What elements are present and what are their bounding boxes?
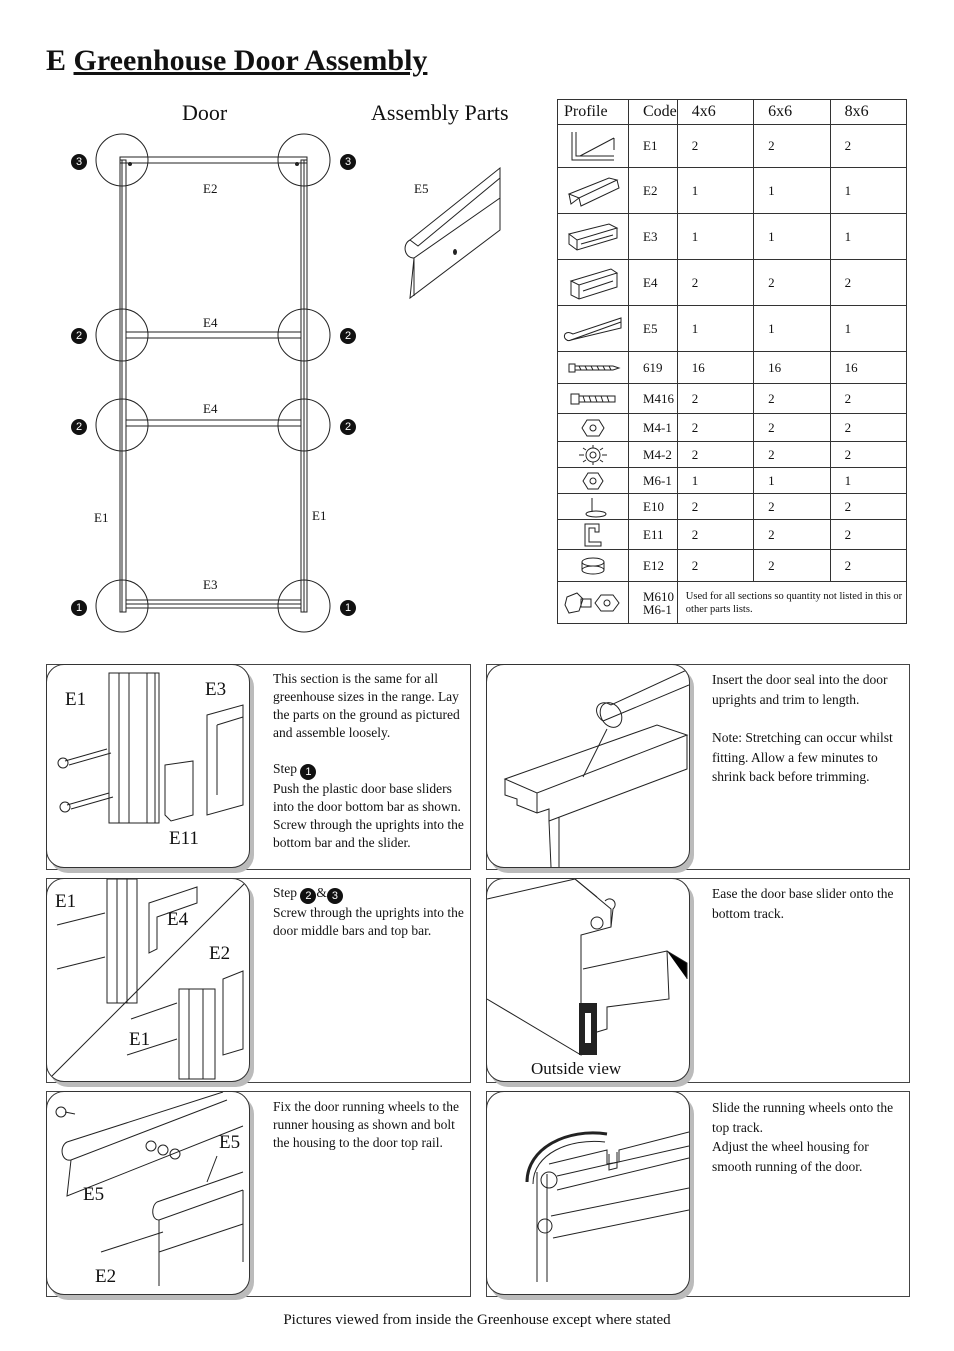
step2-instruction: Screw through the uprights into the door middle bars and top bar.: [273, 905, 464, 938]
qty-6x6: 2: [754, 260, 830, 306]
qty-8x6: 2: [830, 125, 906, 168]
header-6x6: 6x6: [754, 100, 830, 125]
qty-4x6: 2: [677, 260, 753, 306]
wheels-illustration: [46, 1091, 250, 1295]
table-row: [558, 352, 907, 384]
label-e1-right: E1: [312, 508, 327, 523]
table-row: [558, 414, 907, 442]
qty-4x6: 1: [677, 168, 753, 214]
seal-note: Note: Stretching can occur whilst fitting. Allow a few minutes to shrink back before trimming.: [712, 730, 893, 784]
step-number-1: 1: [300, 764, 316, 780]
header-profile: Profile: [558, 100, 629, 125]
seal-instruction: Insert the door seal into the door uprights and trim to length.: [712, 672, 888, 707]
p1-label-e1: E1: [65, 689, 87, 710]
footer-note: Pictures viewed from inside the Greenhouse except where stated: [283, 1312, 671, 1328]
step1-instruction: Push the plastic door base sliders into the door bottom bar as shown.: [273, 781, 461, 814]
top-track-drawing: [487, 1092, 689, 1294]
qty-6x6: 2: [754, 125, 830, 168]
step2-text: [273, 884, 465, 940]
table-row: [558, 494, 907, 520]
qty-8x6: 2: [830, 414, 906, 442]
p1-label-e11: E11: [169, 828, 199, 849]
slider-illustration: [486, 878, 690, 1082]
p2-label-e1-top: E1: [55, 891, 77, 912]
code-cell: M4-2: [629, 442, 678, 468]
e3-profile-icon: [558, 214, 629, 260]
qty-6x6: 2: [754, 442, 830, 468]
qty-4x6: 2: [677, 384, 753, 414]
section-title: Greenhouse Door Assembly: [73, 44, 428, 77]
door-frame-diagram: [60, 130, 360, 640]
code-cell: E1: [629, 125, 678, 168]
marker-2-upper-left: 2: [71, 328, 87, 344]
e1-profile-icon: [558, 125, 629, 168]
qty-8x6: 16: [830, 352, 906, 384]
table-row: [558, 468, 907, 494]
e5-profile-icon: [558, 306, 629, 352]
door-heading: Door: [182, 100, 228, 125]
clip-icon: [558, 520, 629, 550]
intro-text: This section is the same for all greenhouse sizes in the range. Lay the parts on the ground as pictured and assemble loosely.: [273, 671, 460, 740]
ampersand: &: [316, 885, 327, 900]
e2-profile-icon: [558, 168, 629, 214]
table-row: [558, 384, 907, 414]
label-e3: E3: [203, 577, 218, 592]
table-row: [558, 520, 907, 550]
p2-label-e2: E2: [209, 943, 231, 964]
e5-part-drawing: [400, 160, 510, 305]
qty-6x6: 2: [754, 384, 830, 414]
slider-drawing: [487, 879, 689, 1081]
code-cell: E11: [629, 520, 678, 550]
code-cell: M416: [629, 384, 678, 414]
screw-icon: [558, 352, 629, 384]
header-code: Code: [629, 100, 678, 125]
qty-4x6: 2: [677, 550, 753, 582]
wheels-text: Fix the door running wheels to the runner housing as shown and bolt the housing to the door top rail.: [273, 1099, 459, 1150]
qty-4x6: 2: [677, 125, 753, 168]
step1-illustration: [46, 664, 250, 868]
qty-4x6: 2: [677, 494, 753, 520]
code-cell: E12: [629, 550, 678, 582]
qty-8x6: 1: [830, 168, 906, 214]
top-track-adjust: Adjust the wheel housing for smooth running of the door.: [712, 1139, 869, 1174]
pin-icon: [558, 494, 629, 520]
qty-6x6: 2: [754, 520, 830, 550]
top-track-illustration: [486, 1091, 690, 1295]
qty-4x6: 2: [677, 442, 753, 468]
code-cell: 619: [629, 352, 678, 384]
p1-label-e3: E3: [205, 679, 227, 700]
table-row: [558, 168, 907, 214]
seal-text: [712, 670, 907, 787]
table-row: [558, 260, 907, 306]
code-cell: E2: [629, 168, 678, 214]
seal-drawing: [487, 665, 689, 867]
table-row: [558, 582, 907, 624]
qty-8x6: 1: [830, 306, 906, 352]
p2-label-e4: E4: [167, 909, 189, 930]
marker-2-lower-right: 2: [340, 419, 356, 435]
qty-4x6: 1: [677, 214, 753, 260]
qty-4x6: 2: [677, 414, 753, 442]
qty-6x6: 1: [754, 214, 830, 260]
parts-table: [557, 99, 907, 624]
qty-6x6: 2: [754, 494, 830, 520]
p2-label-e1-bottom: E1: [129, 1029, 151, 1050]
label-e1-left: E1: [94, 510, 109, 525]
code-m6-1: M6-1: [643, 601, 672, 617]
marker-2-upper-right: 2: [340, 328, 356, 344]
p3-label-e5-right: E5: [219, 1132, 241, 1153]
bolt-icon: [558, 384, 629, 414]
qty-4x6: 16: [677, 352, 753, 384]
label-e2: E2: [203, 181, 218, 196]
qty-6x6: 16: [754, 352, 830, 384]
seal-illustration: [486, 664, 690, 868]
code-cell: E5: [629, 306, 678, 352]
step-label: Step: [273, 885, 298, 900]
nut-icon: [558, 414, 629, 442]
table-row: [558, 550, 907, 582]
marker-1-right: 1: [340, 600, 356, 616]
nut-icon: [558, 468, 629, 494]
top-track-text: [712, 1098, 907, 1176]
marker-1-left: 1: [71, 600, 87, 616]
marker-3-right: 3: [340, 154, 356, 170]
qty-8x6: 2: [830, 550, 906, 582]
page-title: [46, 44, 427, 78]
qty-8x6: 2: [830, 260, 906, 306]
step-number-3: 3: [327, 888, 343, 904]
qty-6x6: 1: [754, 306, 830, 352]
table-row: [558, 306, 907, 352]
header-8x6: 8x6: [830, 100, 906, 125]
label-e4-lower: E4: [203, 401, 218, 416]
slider-text: Ease the door base slider onto the bottom track.: [712, 886, 894, 921]
assembly-e5-label: E5: [414, 181, 429, 196]
assembly-parts-heading: Assembly Parts: [371, 100, 509, 125]
qty-8x6: 2: [830, 442, 906, 468]
step1-instruction-2: Screw through the uprights into the bottom bar and the slider.: [273, 817, 464, 850]
qty-4x6: 1: [677, 468, 753, 494]
table-row: [558, 442, 907, 468]
code-cell: [629, 582, 678, 624]
wheel-icon: [558, 550, 629, 582]
note-cell: Used for all sections so quantity not listed in this or other parts lists.: [677, 582, 906, 624]
header-4x6: 4x6: [677, 100, 753, 125]
qty-6x6: 2: [754, 550, 830, 582]
parts-table-header: [558, 100, 907, 125]
bolt-nut-icon: [558, 582, 629, 624]
qty-8x6: 1: [830, 468, 906, 494]
step2-illustration: [46, 878, 250, 1082]
qty-4x6: 2: [677, 520, 753, 550]
section-letter: E: [46, 44, 67, 77]
qty-6x6: 2: [754, 414, 830, 442]
wheels-drawing: [47, 1092, 249, 1294]
marker-3-left: 3: [71, 154, 87, 170]
qty-8x6: 2: [830, 494, 906, 520]
qty-8x6: 2: [830, 384, 906, 414]
qty-8x6: 2: [830, 520, 906, 550]
step-number-2: 2: [300, 888, 316, 904]
p3-label-e2: E2: [95, 1266, 117, 1287]
code-cell: E10: [629, 494, 678, 520]
step1-text: [273, 670, 465, 852]
qty-6x6: 1: [754, 168, 830, 214]
code-cell: M4-1: [629, 414, 678, 442]
label-e4-upper: E4: [203, 315, 218, 330]
code-cell: M6-1: [629, 468, 678, 494]
qty-8x6: 1: [830, 214, 906, 260]
table-row: [558, 125, 907, 168]
washer-icon: [558, 442, 629, 468]
qty-4x6: 1: [677, 306, 753, 352]
qty-6x6: 1: [754, 468, 830, 494]
code-m610: M610: [643, 588, 675, 604]
top-track-instruction: Slide the running wheels onto the top track.: [712, 1100, 894, 1135]
outside-view-caption: Outside view: [531, 1059, 622, 1078]
p3-label-e5-left: E5: [83, 1184, 105, 1205]
table-row: [558, 214, 907, 260]
e4-profile-icon: [558, 260, 629, 306]
code-cell: E4: [629, 260, 678, 306]
marker-2-lower-left: 2: [71, 419, 87, 435]
step-label: Step: [273, 761, 298, 776]
code-cell: E3: [629, 214, 678, 260]
